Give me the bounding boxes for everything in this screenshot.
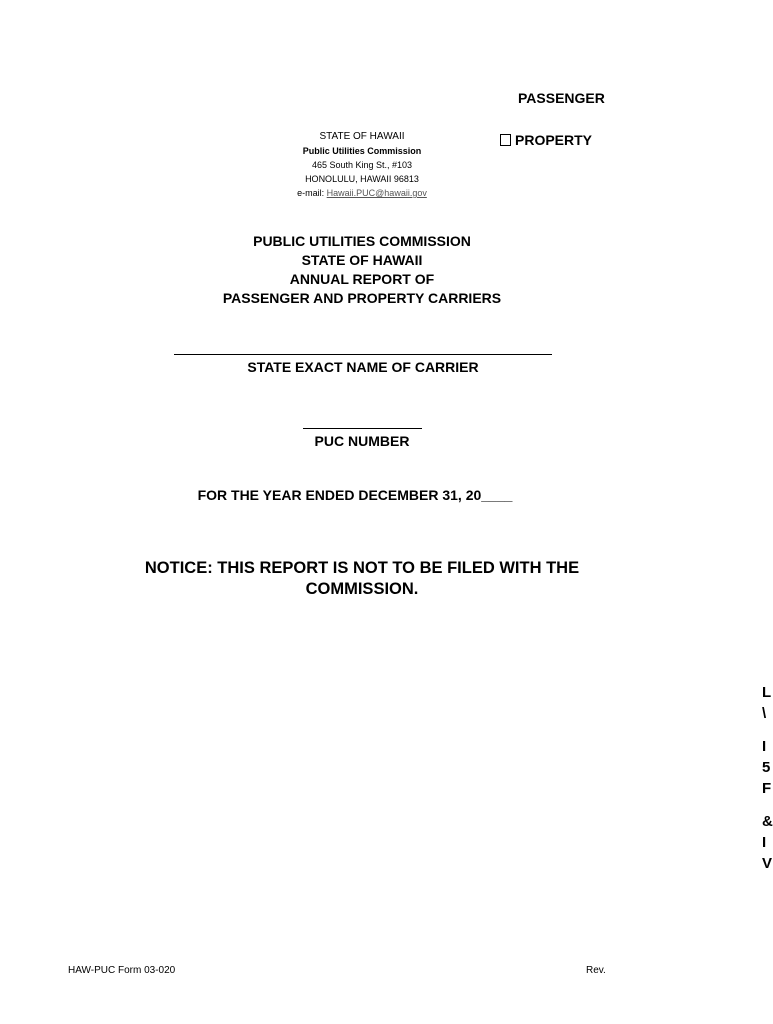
notice-line-2: COMMISSION. <box>305 580 419 598</box>
edge-char: \ <box>762 705 767 722</box>
notice-line-1: NOTICE: THIS REPORT IS NOT TO BE FILED WITH THE <box>144 559 580 577</box>
edge-char: V <box>762 855 773 872</box>
property-checkbox[interactable] <box>500 134 511 146</box>
cropped-side-text <box>762 682 773 874</box>
address-city: HONOLULU, HAWAII 96813 <box>305 174 419 184</box>
property-option-label: PROPERTY <box>515 132 593 148</box>
email-prefix: e-mail: <box>297 188 327 198</box>
puc-number-label: PUC NUMBER <box>314 433 410 449</box>
property-option[interactable] <box>500 132 592 148</box>
email-link[interactable]: Hawaii.PUC@hawaii.gov <box>326 188 427 198</box>
address-street: 465 South King St., #103 <box>311 160 413 170</box>
puc-number-field-line[interactable] <box>303 428 422 429</box>
edge-char: F <box>762 780 772 797</box>
address-email-row <box>262 186 462 200</box>
heading-line-2: STATE OF HAWAII <box>301 252 423 268</box>
commission-address <box>262 130 462 200</box>
passenger-option-label: PASSENGER <box>518 90 605 106</box>
filing-notice <box>100 558 624 600</box>
carrier-name-field-line[interactable] <box>174 354 552 355</box>
address-state: STATE OF HAWAII <box>319 131 405 142</box>
form-id: HAW-PUC Form 03-020 <box>68 965 176 976</box>
address-agency: Public Utilities Commission <box>302 146 422 156</box>
carrier-name-label: STATE EXACT NAME OF CARRIER <box>247 359 479 375</box>
heading-line-4: PASSENGER AND PROPERTY CARRIERS <box>222 290 502 306</box>
report-heading <box>162 232 562 308</box>
edge-char: I <box>762 738 767 755</box>
edge-char: I <box>762 834 767 851</box>
heading-line-1: PUBLIC UTILITIES COMMISSION <box>253 233 471 249</box>
edge-char: 5 <box>762 759 771 776</box>
heading-line-3: ANNUAL REPORT OF <box>289 271 435 287</box>
edge-char: L <box>762 684 772 701</box>
edge-char: & <box>762 813 773 830</box>
revision-label: Rev. <box>586 965 606 976</box>
year-ended-line: FOR THE YEAR ENDED DECEMBER 31, 20____ <box>197 487 513 503</box>
